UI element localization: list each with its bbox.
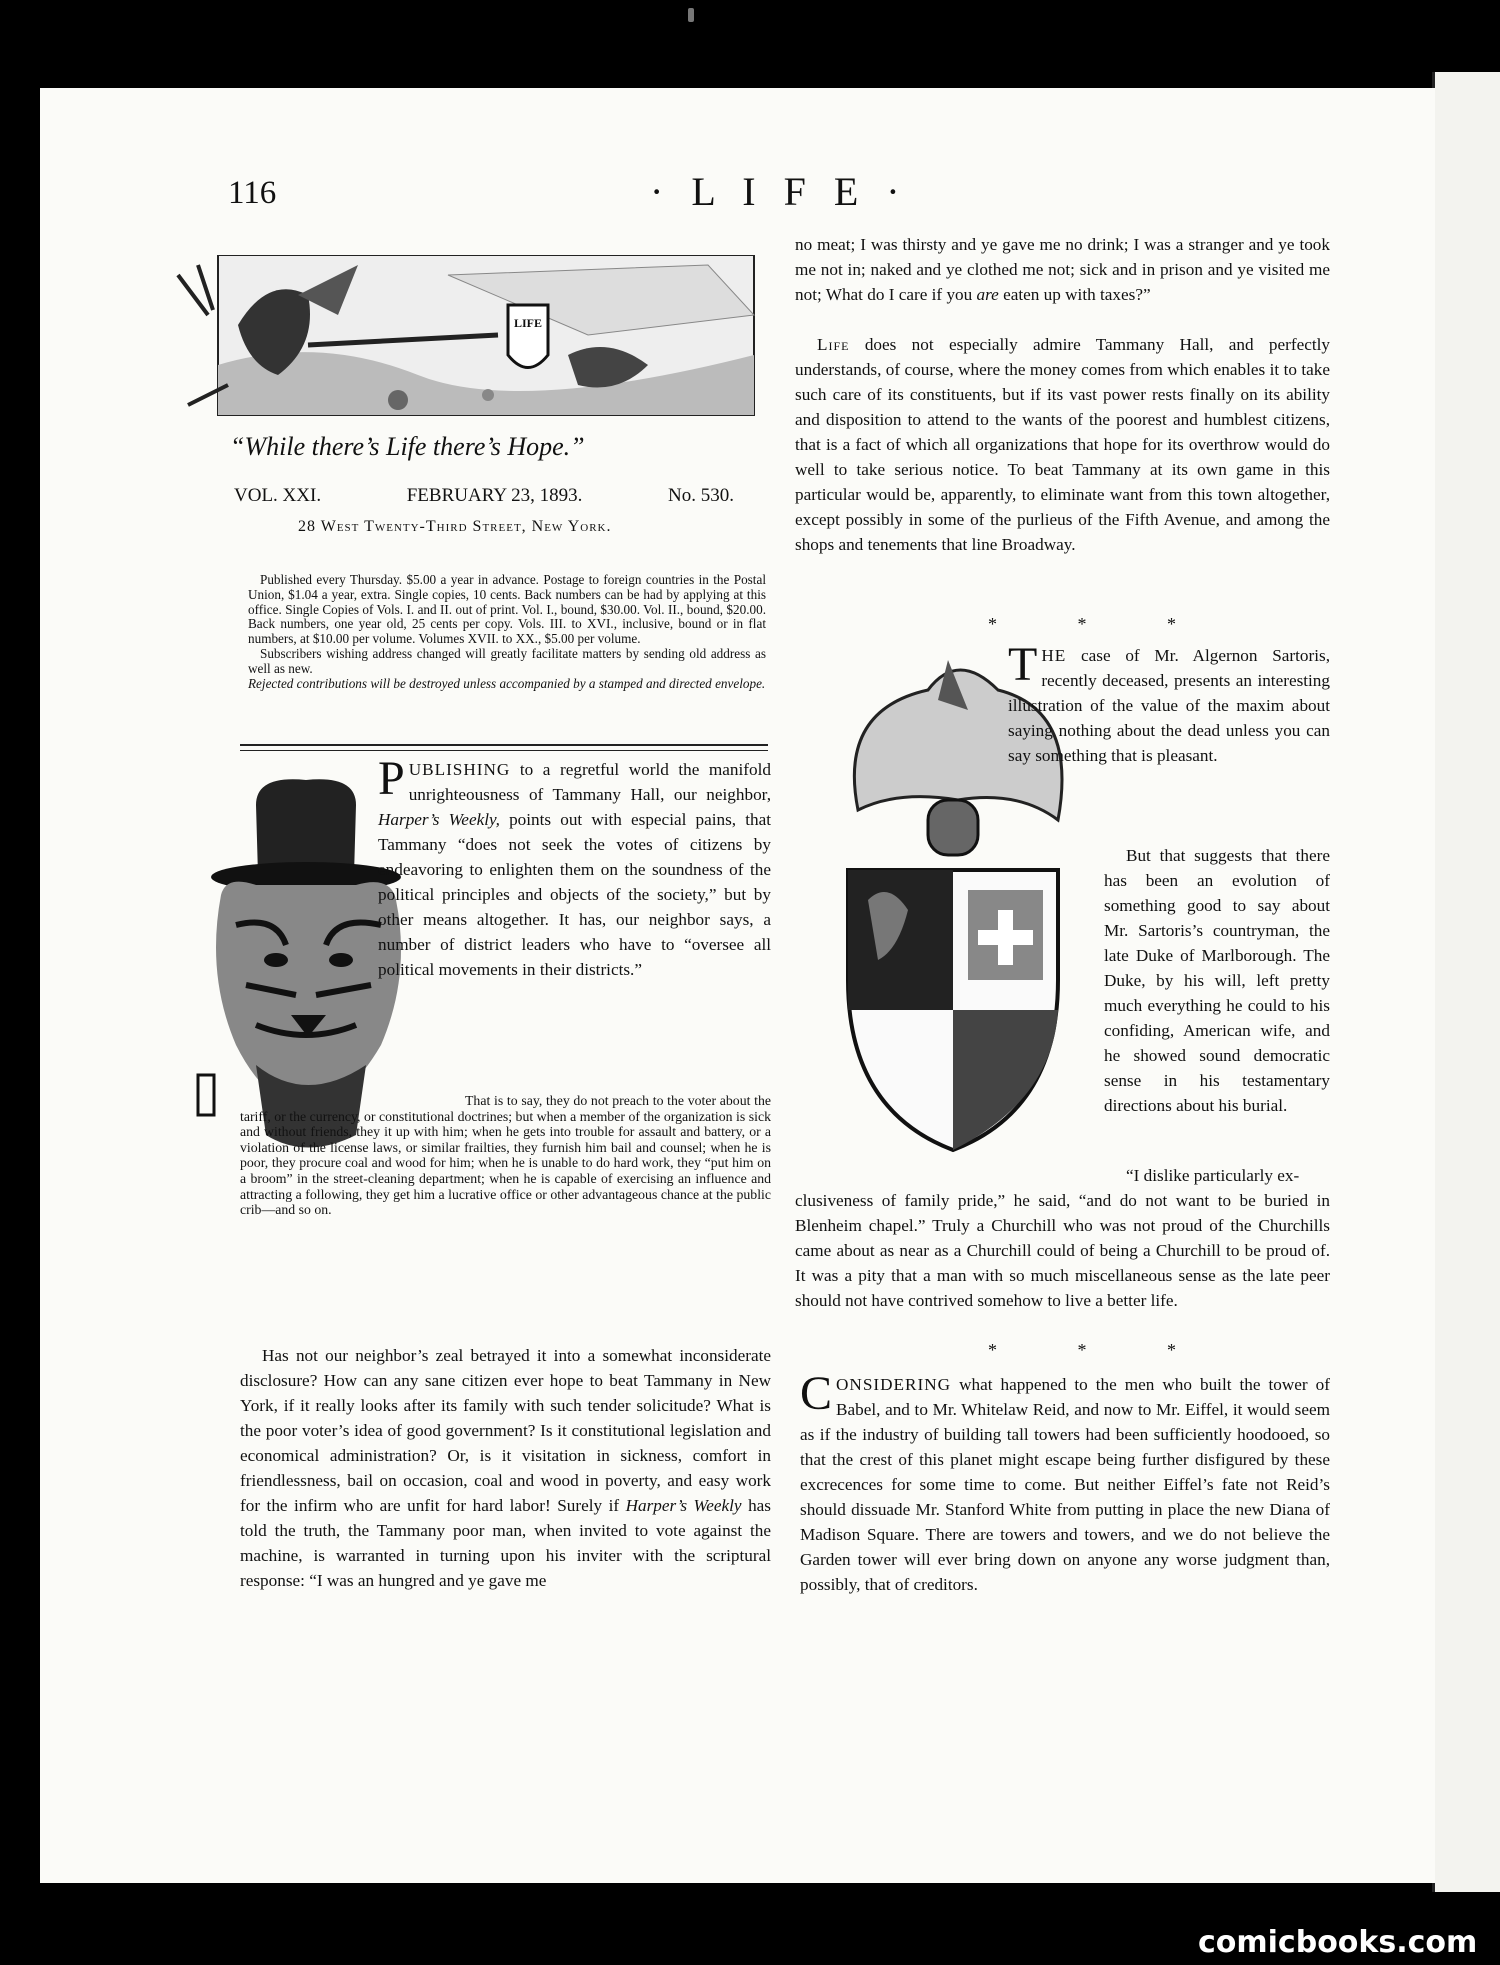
issue-date: FEBRUARY 23, 1893.	[406, 485, 583, 506]
divider-rule	[240, 744, 768, 746]
section-separator: * * *	[988, 1340, 1214, 1360]
divider-rule	[240, 750, 768, 751]
masthead-motto: “While there’s Life there’s Hope.”	[230, 432, 585, 461]
article-text: Has not our neighbor’s zeal betrayed it into a somewhat inconsiderate disclosure? How can any sane citizen ever hope to beat Tammany in New York, if it really looks after its family with such tender solicitude? What is the poor voter’s idea of good government? Is it constitutional legislation and economical administration? Or, is it visitation in sickness, comfort in friendlessness, bail on occasion, coal and wood in poverty, and easy work for the infirm who are unfit for hard labor! Surely if	[240, 1346, 771, 1515]
page-number: 116	[228, 175, 277, 211]
tammany-article-paragraph	[795, 332, 1330, 557]
header-banner-illustration	[168, 255, 758, 425]
drop-cap: T	[1008, 638, 1038, 691]
masthead-title: · L I F E ·	[650, 169, 909, 214]
lead-word: HE	[1041, 646, 1067, 665]
article-text: eaten up with taxes?”	[998, 285, 1151, 304]
article-text: does not especially admire Tammany Hall, and perfectly understands, of course, where the money comes from which enables it to take such care of its constituents, but if its vast power rests finally on its ability and disposition to attend to the wants of the poorest and humblest citizens, that is a fact of which all organizations that hope for its overthrow would do well to take serious notice. To beat Tammany at its own game in this particular would be, apparently, to eliminate want from this town altogether, except possibly in some of the purlieus of the Fifth Avenue, and among the shops and tenements that line Broadway.	[795, 335, 1330, 554]
site-watermark: comicbooks.com	[1198, 1925, 1478, 1960]
terms-rejected-note: Rejected contributions will be destroyed unless accompanied by a stamped and directed envelope.	[248, 675, 766, 691]
publication-title: Harper’s Weekly	[625, 1496, 742, 1515]
lead-word: ONSIDERING	[836, 1375, 952, 1394]
terms-paragraph: Subscribers wishing address changed will greatly facilitate matters by sending old address as well as new.	[248, 645, 766, 676]
issue-info-row	[234, 485, 734, 507]
sartoris-article-paragraph: But that suggests that there has been an evolution of something good to say about Mr. Sartoris’s countryman, the late Duke of Marlborough. The Duke, by his will, left pretty much everything he could to his confiding, American wife, and he showed sound democratic sense in his testamentary directions about his burial.	[1104, 846, 1330, 1115]
article-text: points out with especial pains, that Tammany “does not seek the votes of citizens by endeavoring to enlighten them on the soundness of the political principles and objects of the society,” but by other means altogether. It has, our neighbor says, a number of district leaders who have to “oversee all political movements in their districts.”	[378, 810, 771, 979]
banner-shield-text: LIFE	[514, 316, 543, 330]
adjacent-page-edge	[1432, 72, 1500, 1892]
sartoris-article-paragraph: clusiveness of family pride,” he said, “and do not want to be buried in Blenheim chapel.” Truly a Churchill who was not proud of the Churchills came about as near as a Churchill could of being a Churchill to be proud of. It was a pity that a man with so much miscellaneous sense as the late peer should not have contrived somehow to live a better life.	[795, 1191, 1330, 1310]
tammany-article-lead	[378, 752, 771, 982]
tammany-article-continuation	[795, 232, 1330, 307]
harpers-quotation: That is to say, they do not preach to the voter about the tariff, or the currency, or constitutional doctrines; but when a member of the organization is sick and without friends, they it up with him; when he gets into trouble for assault and battery, or a violation of the license laws, or similar frailties, they furnish him bail and counsel; when he is poor, they procure coal and wood for him; when he is unable to do hard work, they “put him on a broom” in the street-cleaning department; when he is capable of exercising an influence and attracting a following, they get him a lucrative office or other advantageous chance at the public crib—and so on.	[240, 1093, 771, 1218]
emphasis: are	[976, 285, 999, 304]
article-text: what happened to the men who built the tower of Babel, and to Mr. Whitelaw Reid, and now to Mr. Eiffel, it would seem as if the industry of building tall towers had been sufficiently hoodooed, so that the crest of this planet might escape being further disfigured by these excrecences for some time to come. But neither Eiffel’s fate not Reid’s should dissuade Mr. Stanford White from putting in place the new Diana of Madison Square. There are towers and towers, and we do not believe the Garden tower will ever bring down on anyone any worse judgment than, possibly, that of creditors.	[800, 1375, 1330, 1594]
article-text: no meat; I was thirsty and ye gave me no drink; I was a stranger and ye took me not in; naked and ye clothed me not; sick and in prison and ye visited me not; What do I care if you	[795, 235, 1330, 304]
article-text: case of Mr. Algernon Sartoris, recently deceased, presents an interesting illustration of the value of the maxim about saying nothing about the dead unless you can say something that is pleasant.	[1008, 646, 1330, 765]
drop-cap: C	[800, 1367, 833, 1420]
issue-number: No. 530.	[668, 485, 734, 506]
sartoris-article-lead	[1008, 638, 1330, 768]
tammany-article-paragraph	[240, 1343, 771, 1593]
volume-number: VOL. XXI.	[234, 485, 322, 506]
office-address: 28 West Twenty-Third Street, New York.	[298, 518, 612, 535]
magazine-name: Life	[817, 335, 850, 354]
section-separator: * * *	[988, 614, 1214, 634]
subscription-terms	[248, 573, 766, 691]
publication-title: Harper’s Weekly,	[378, 810, 500, 829]
article-text: to a regretful world the manifold unrighteousness of Tammany Hall, our neighbor,	[408, 760, 771, 804]
article-text: has told the truth, the Tammany poor man, when invited to vote against the machine, is warranted in turning upon his inviter with the scriptural response: “I was an hungred and ye gave me	[240, 1496, 771, 1590]
sartoris-article-paragraph: “I dislike particularly ex-	[1126, 1166, 1300, 1185]
lead-word: UBLISHING	[408, 760, 511, 779]
drop-cap: P	[378, 752, 405, 805]
towers-article	[800, 1367, 1330, 1597]
scan-mark	[688, 8, 694, 22]
terms-paragraph: Published every Thursday. $5.00 a year in advance. Postage to foreign countries in the Postal Union, $1.04 a year, extra. Single copies, 10 cents. Back numbers can be had by applying at this office. Single Copies of Vols. I. and II. out of print. Vol. I., bound, $30.00. Vol. II., bound, $20.00. Back numbers, one year old, 25 cents per copy. Vols. III. to XVI., inclusive, bound or in flat numbers, at $10.00 per volume. Volumes XVII. to XX., $5.00 per volume.	[248, 572, 766, 647]
